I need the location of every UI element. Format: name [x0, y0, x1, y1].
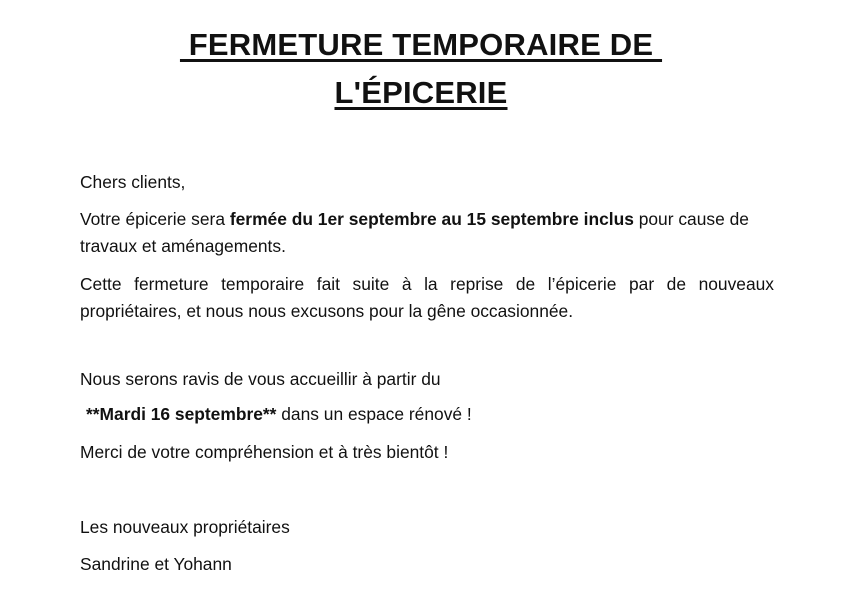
- notice-title-line2: [0, 76, 842, 110]
- reopening-date-paragraph: [86, 401, 780, 428]
- signature-title: Les nouveaux propriétaires: [80, 517, 290, 537]
- new-owners-paragraph: Cette fermeture temporaire fait suite à la reprise de l’épicerie par de nouveaux propriétaires, et nous nous excusons pour la gêne occasionnée.: [80, 274, 774, 321]
- notice-title-line2-text: L'ÉPICERIE: [334, 75, 508, 110]
- reopening-intro: Nous serons ravis de vous accueillir à partir du: [80, 369, 441, 389]
- notice-title-line1-text: FERMETURE TEMPORAIRE DE: [179, 27, 663, 62]
- thanks-line: Merci de votre compréhension et à très bientôt !: [80, 442, 449, 462]
- closure-dates-paragraph: [80, 206, 774, 260]
- closure-intro-text: Votre épicerie sera: [80, 209, 230, 229]
- greeting: Chers clients,: [80, 172, 186, 192]
- closure-dates-bold: fermée du 1er septembre au 15 septembre inclus: [229, 209, 634, 229]
- closure-reason-text: pour cause de travaux et aménagements.: [80, 209, 749, 256]
- reopening-date-bold: **Mardi 16 septembre**: [86, 404, 277, 424]
- notice-title-line1: [0, 28, 842, 62]
- signature-names: Sandrine et Yohann: [80, 554, 232, 574]
- reopening-place-text: dans un espace rénové !: [276, 404, 472, 424]
